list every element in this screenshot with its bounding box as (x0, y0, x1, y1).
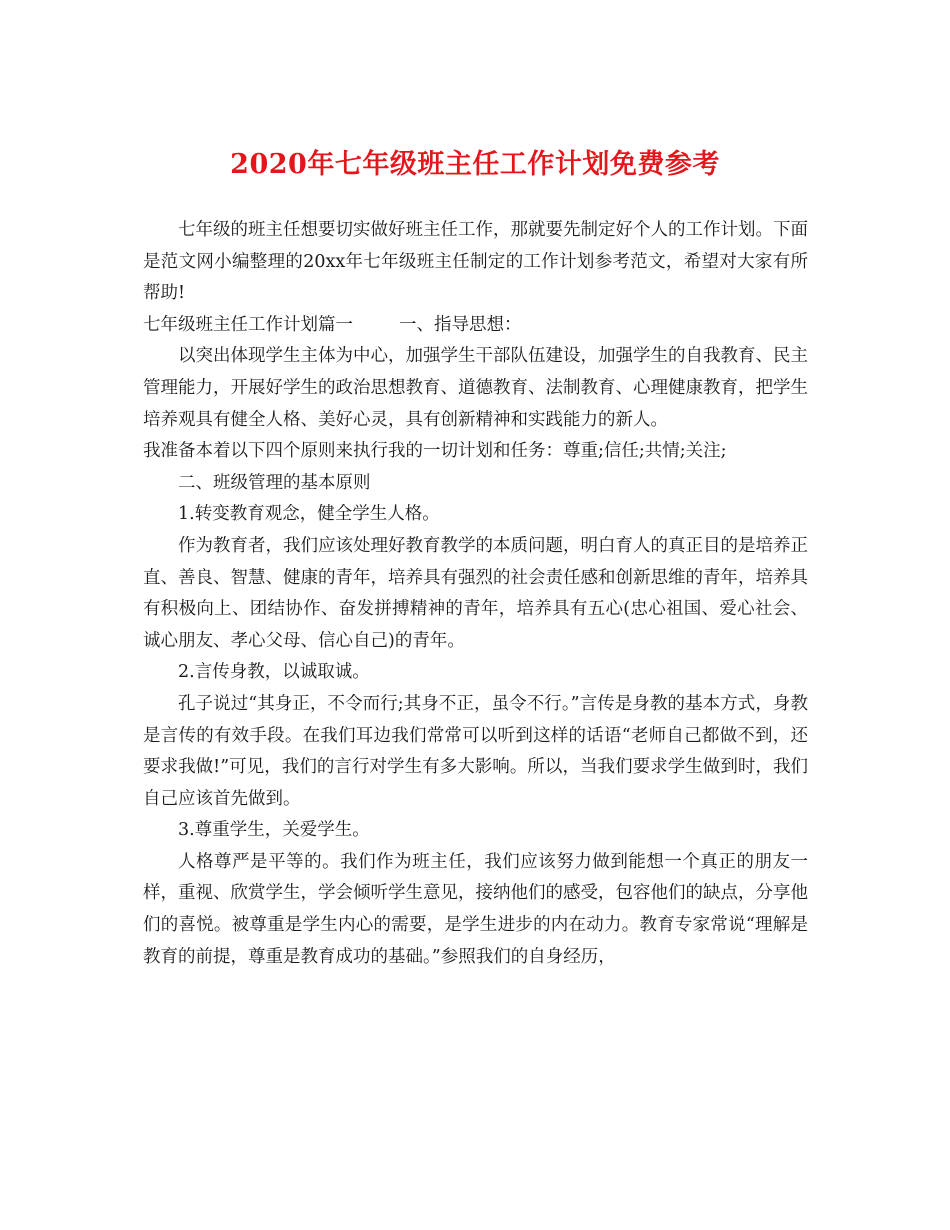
item-2-heading: 2.言传身教，以诚取诚。 (178, 662, 370, 683)
principles-line: 我准备本着以下四个原则来执行我的一切计划和任务：尊重;信任;共情;关注; (143, 441, 727, 462)
section-heading-line (143, 310, 808, 342)
document-body (143, 215, 808, 973)
guiding-paragraph: 以突出体现学生主体为中心，加强学生干部队伍建设，加强学生的自我教育、民主管理能力，开展好学生的政治思想教育、道德教育、法制教育、心理健康教育，把学生培养观具有健全人格、美好心灵，具有创新精神和实践能力的新人。 (143, 346, 808, 430)
intro-paragraph: 七年级的班主任想要切实做好班主任工作，那就要先制定好个人的工作计划。下面是范文网小编整理的20xx年七年级班主任制定的工作计划参考范文，希望对大家有所帮助! (143, 220, 808, 304)
item-3-heading: 3.尊重学生，关爱学生。 (178, 820, 370, 841)
item-3-paragraph: 人格尊严是平等的。我们作为班主任，我们应该努力做到能想一个真正的朋友一样，重视、欣赏学生，学会倾听学生意见，接纳他们的感受，包容他们的缺点，分享他们的喜悦。被尊重是学生内心的需要，是学生进步的内在动力。教育专家常说“理解是教育的前提，尊重是教育成功的基础。”参照我们的自身经历， (143, 851, 808, 967)
item-1-paragraph: 作为教育者，我们应该处理好教育教学的本质问题，明白育人的真正目的是培养正直、善良、智慧、健康的青年，培养具有强烈的社会责任感和创新思维的青年，培养具有积极向上、团结协作、奋发拼搏精神的青年，培养具有五心(忠心祖国、爱心社会、诚心朋友、孝心父母、信心自己)的青年。 (143, 535, 808, 651)
guiding-heading: 一、指导思想： (399, 314, 522, 335)
document-title: 2020年七年级班主任工作计划免费参考 (230, 149, 720, 180)
section-label: 七年级班主任工作计划篇一 (143, 314, 353, 335)
item-1-heading: 1.转变教育观念，健全学生人格。 (178, 504, 440, 525)
management-heading: 二、班级管理的基本原则 (178, 472, 371, 493)
item-2-paragraph: 孔子说过“其身正，不令而行;其身不正，虽令不行。”言传是身教的基本方式，身教是言传的有效手段。在我们耳边我们常常可以听到这样的话语“老师自己都做不到，还要求我做!”可见，我们的言行对学生有多大影响。所以，当我们要求学生做到时，我们自己应该首先做到。 (143, 693, 808, 809)
